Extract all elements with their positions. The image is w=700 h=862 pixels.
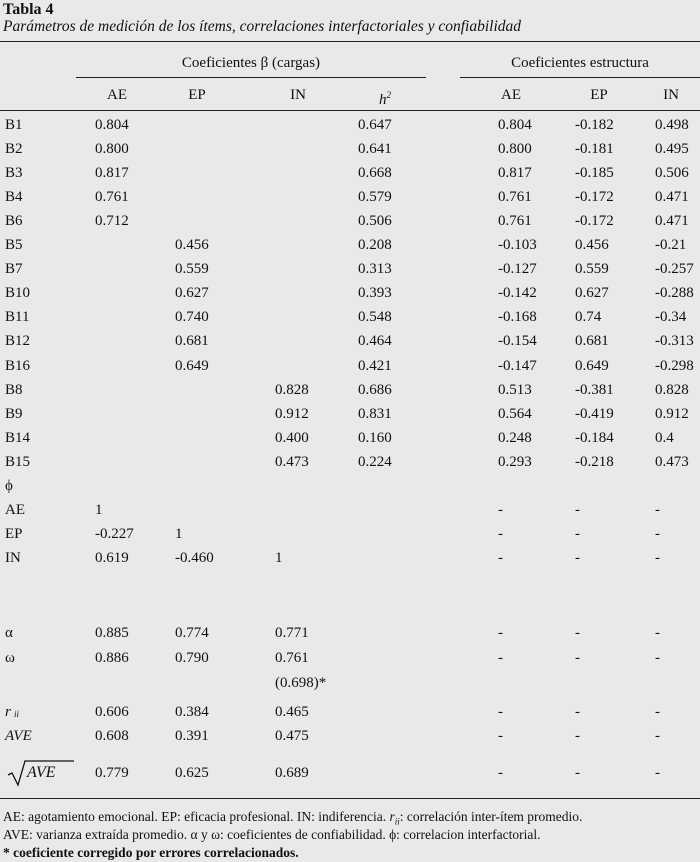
col-header: IN — [663, 87, 679, 103]
row-label: B5 — [5, 237, 23, 253]
table-cell: -0.172 — [575, 213, 614, 229]
table-cell: 0.641 — [358, 141, 392, 157]
table-cell: 0.564 — [498, 406, 532, 422]
table-cell: 0.606 — [95, 704, 129, 720]
table-cell: 0.495 — [655, 141, 689, 157]
row-label: EP — [5, 526, 23, 542]
table-cell: 0.689 — [275, 765, 309, 781]
table-cell: -0.381 — [575, 382, 614, 398]
row-label: B14 — [5, 430, 31, 446]
table-cell: - — [575, 765, 580, 781]
sqrt-ave-label: AVE — [27, 764, 56, 781]
table-cell: 0.627 — [175, 285, 209, 301]
table-cell: 0.831 — [358, 406, 392, 422]
table-cell: 0.761 — [498, 189, 532, 205]
table-cell: -0.288 — [655, 285, 694, 301]
table-cell: 0.456 — [175, 237, 209, 253]
footnote-1-r: r — [389, 809, 395, 824]
table-cell: - — [655, 728, 660, 744]
table-cell: 0.400 — [275, 430, 309, 446]
col-header: EP — [188, 87, 206, 103]
table-cell: - — [498, 650, 503, 666]
row-label: AVE — [5, 728, 32, 744]
table-cell: 0.619 — [95, 550, 129, 566]
table-cell: -0.460 — [175, 550, 214, 566]
table-cell: 0.421 — [358, 358, 392, 374]
col-header: IN — [290, 87, 306, 103]
table-cell: - — [655, 625, 660, 641]
table-cell: 0.761 — [498, 213, 532, 229]
table-cell: -0.103 — [498, 237, 537, 253]
group-header-beta: Coeficientes β (cargas) — [181, 55, 321, 71]
row-label: IN — [5, 550, 21, 566]
table-cell: 0.885 — [95, 625, 129, 641]
header-rule — [0, 110, 700, 111]
table-cell: -0.34 — [655, 309, 687, 325]
table-cell: 0.912 — [275, 406, 309, 422]
table-cell: 0.559 — [175, 261, 209, 277]
table-cell: -0.147 — [498, 358, 537, 374]
row-label: AE — [5, 502, 25, 518]
table-cell: 0.456 — [575, 237, 609, 253]
row-label: ω — [5, 650, 15, 666]
table-cell: 1 — [175, 526, 183, 542]
table-cell: - — [498, 550, 503, 566]
row-label: B2 — [5, 141, 23, 157]
col-header: EP — [590, 87, 608, 103]
table-cell: 0.391 — [175, 728, 209, 744]
table-cell: -0.172 — [575, 189, 614, 205]
table-cell: - — [655, 550, 660, 566]
h2-superscript: 2 — [386, 90, 391, 100]
table-cell: 0.740 — [175, 309, 209, 325]
table-cell: -0.313 — [655, 333, 694, 349]
table-cell: 0.804 — [95, 117, 129, 133]
row-label: B12 — [5, 333, 31, 349]
table-cell: - — [575, 728, 580, 744]
table-cell: - — [655, 650, 660, 666]
table-cell: 0.817 — [498, 165, 532, 181]
table-cell: 0.498 — [655, 117, 689, 133]
table-cell: 0.506 — [655, 165, 689, 181]
table-cell: - — [498, 704, 503, 720]
table-cell: 1 — [275, 550, 283, 566]
table-cell: -0.218 — [575, 454, 614, 470]
table-cell: -0.419 — [575, 406, 614, 422]
table-cell: -0.185 — [575, 165, 614, 181]
table-cell: 0.248 — [498, 430, 532, 446]
table-cell: 0.761 — [275, 650, 309, 666]
table-cell: - — [498, 625, 503, 641]
table-cell: - — [575, 502, 580, 518]
footnote-1-b: : correlación inter-ítem promedio. — [399, 809, 583, 824]
h2-base: h — [379, 92, 387, 108]
table-cell: - — [498, 728, 503, 744]
row-label: B16 — [5, 358, 31, 374]
table-cell: - — [655, 704, 660, 720]
table-cell: 0.559 — [575, 261, 609, 277]
table-cell: 0.464 — [358, 333, 392, 349]
table-cell: 0.912 — [655, 406, 689, 422]
table-cell: 0.817 — [95, 165, 129, 181]
col-header: AE — [107, 87, 127, 103]
table-cell: 1 — [95, 502, 103, 518]
table-cell: 0.712 — [95, 213, 129, 229]
table-cell: 0.627 — [575, 285, 609, 301]
table-cell: (0.698)* — [275, 675, 327, 691]
table-cell: - — [498, 526, 503, 542]
table-cell: 0.779 — [95, 765, 129, 781]
table-cell: -0.168 — [498, 309, 537, 325]
table-cell: 0.608 — [95, 728, 129, 744]
table-cell: -0.21 — [655, 237, 687, 253]
rii-subscript: ii — [14, 709, 20, 719]
table-cell: -0.257 — [655, 261, 694, 277]
table-cell: - — [575, 550, 580, 566]
table-cell: - — [655, 526, 660, 542]
table-cell: - — [575, 704, 580, 720]
phi-label: ϕ — [5, 478, 13, 494]
beta-group-rule — [76, 77, 426, 78]
table-cell: 0.790 — [175, 650, 209, 666]
table-cell: 0.649 — [175, 358, 209, 374]
table-cell: 0.475 — [275, 728, 309, 744]
table-cell: 0.800 — [498, 141, 532, 157]
table-cell: 0.681 — [175, 333, 209, 349]
table-cell: 0.513 — [498, 382, 532, 398]
row-label: B11 — [5, 309, 30, 325]
table-cell: 0.579 — [358, 189, 392, 205]
table-cell: -0.142 — [498, 285, 537, 301]
table-cell: 0.804 — [498, 117, 532, 133]
table-cell: 0.74 — [575, 309, 602, 325]
table-cell: 0.4 — [655, 430, 674, 446]
table-cell: -0.154 — [498, 333, 537, 349]
row-label: α — [5, 625, 13, 641]
top-rule — [0, 41, 700, 42]
bottom-rule — [0, 798, 700, 799]
table-cell: 0.774 — [175, 625, 209, 641]
table-cell: 0.800 — [95, 141, 129, 157]
table-cell: 0.384 — [175, 704, 209, 720]
row-label: B15 — [5, 454, 31, 470]
table-cell: 0.886 — [95, 650, 129, 666]
table-cell: - — [655, 502, 660, 518]
footnote-1-a: AE: agotamiento emocional. EP: eficacia profesional. IN: indiferencia. — [3, 809, 390, 824]
row-label: B1 — [5, 117, 23, 133]
footnote-2: AVE: varianza extraída promedio. α y ω: coeficientes de confiabilidad. ϕ: correlacion interfactorial. — [3, 827, 541, 842]
table-cell: 0.828 — [275, 382, 309, 398]
table-cell: 0.473 — [655, 454, 689, 470]
table-cell: 0.224 — [358, 454, 392, 470]
group-header-estructura: Coeficientes estructura — [511, 55, 649, 71]
table-cell: 0.681 — [575, 333, 609, 349]
table-caption: Parámetros de medición de los ítems, correlaciones interfactoriales y confiabilidad — [3, 18, 522, 35]
table-cell: 0.208 — [358, 237, 392, 253]
table-cell: 0.548 — [358, 309, 392, 325]
col-header: AE — [501, 87, 521, 103]
table-cell: 0.393 — [358, 285, 392, 301]
table-cell: 0.647 — [358, 117, 392, 133]
table-cell: 0.293 — [498, 454, 532, 470]
row-label: B7 — [5, 261, 23, 277]
table-cell: 0.160 — [358, 430, 392, 446]
table-cell: -0.181 — [575, 141, 614, 157]
table-cell: - — [575, 650, 580, 666]
row-label: B3 — [5, 165, 23, 181]
col-header-h2 — [379, 86, 391, 109]
table-cell: 0.761 — [95, 189, 129, 205]
table-cell: -0.298 — [655, 358, 694, 374]
table-cell: 0.828 — [655, 382, 689, 398]
footnote-3: * coeficiente corregido por errores correlacionados. — [3, 845, 299, 860]
row-label: B8 — [5, 382, 23, 398]
row-label: B9 — [5, 406, 23, 422]
table-cell: 0.649 — [575, 358, 609, 374]
table-cell: -0.184 — [575, 430, 614, 446]
table-cell: 0.465 — [275, 704, 309, 720]
table-cell: 0.771 — [275, 625, 309, 641]
table-cell: 0.506 — [358, 213, 392, 229]
table-cell: 0.668 — [358, 165, 392, 181]
table-cell: -0.127 — [498, 261, 537, 277]
table-cell: -0.227 — [95, 526, 134, 542]
row-label: B10 — [5, 285, 31, 301]
table-cell: - — [575, 625, 580, 641]
table-cell: 0.471 — [655, 189, 689, 205]
table-cell: 0.625 — [175, 765, 209, 781]
table-cell: - — [498, 765, 503, 781]
table-label: Tabla 4 — [3, 1, 54, 18]
table-cell: 0.471 — [655, 213, 689, 229]
table-cell: 0.473 — [275, 454, 309, 470]
table-cell: - — [498, 502, 503, 518]
table-cell: 0.313 — [358, 261, 392, 277]
footnote-1-sub: ii — [394, 816, 400, 827]
row-label: B4 — [5, 189, 23, 205]
table-cell: - — [655, 765, 660, 781]
table-cell: - — [575, 526, 580, 542]
table-cell: 0.686 — [358, 382, 392, 398]
table-cell: -0.182 — [575, 117, 614, 133]
row-label: r — [5, 704, 11, 720]
row-label: B6 — [5, 213, 23, 229]
estructura-group-rule — [460, 77, 700, 78]
